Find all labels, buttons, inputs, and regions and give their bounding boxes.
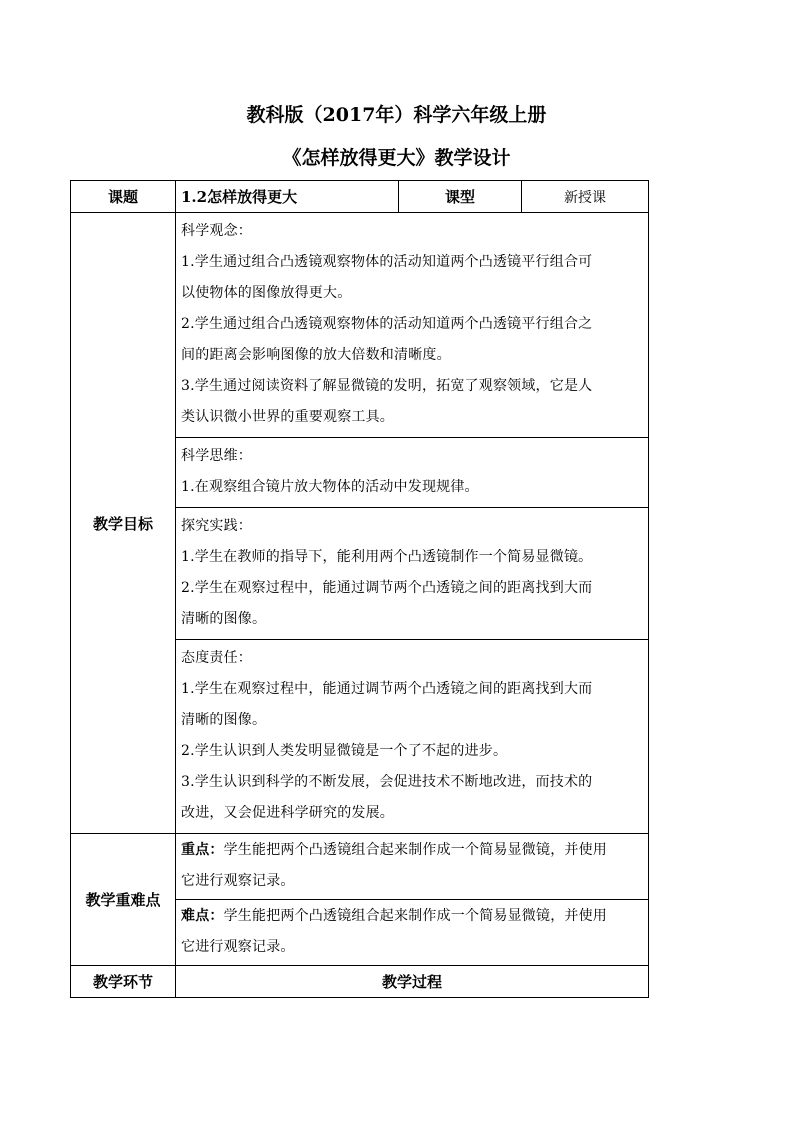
lesson-plan-table — [70, 180, 649, 998]
focus-text: 学生能把两个凸透镜组合起来制作成一个简易显微镜，并使用 — [223, 842, 608, 858]
objective-line: 探究实践： — [181, 518, 252, 534]
objective-line: 3.学生通过阅读资料了解显微镜的发明，拓宽了观察领域，它是人 — [181, 378, 593, 394]
type-label: 课型 — [399, 181, 522, 213]
objective-line: 1.学生在教师的指导下，能利用两个凸透镜制作一个简易显微镜。 — [181, 549, 593, 565]
objective-line: 2.学生在观察过程中，能通过调节两个凸透镜之间的距离找到大而 — [181, 580, 593, 596]
objective-line: 清晰的图像。 — [181, 611, 267, 627]
difficulty-label: 难点： — [181, 908, 224, 924]
course-label: 课题 — [71, 181, 176, 213]
table-header-row — [71, 181, 649, 213]
difficulty-text: 学生能把两个凸透镜组合起来制作成一个简易显微镜，并使用 — [223, 908, 608, 924]
difficulty-text-cont: 它进行观察记录。 — [181, 939, 295, 955]
type-value: 新授课 — [522, 181, 649, 213]
objectives-row-1 — [71, 213, 649, 438]
objective-line: 以使物体的图像放得更大。 — [181, 285, 352, 301]
objective-line: 科学观念： — [181, 223, 252, 239]
objective-line: 3.学生认识到科学的不断发展，会促进技术不断地改进，而技术的 — [181, 774, 593, 790]
objective-section-thinking — [176, 438, 649, 508]
objective-line: 改进，又会促进科学研究的发展。 — [181, 805, 394, 821]
focus-label: 重点： — [181, 842, 224, 858]
document-subtitle: 《怎样放得更大》教学设计 — [282, 147, 511, 169]
stage-label: 教学环节 — [71, 966, 176, 998]
objective-line: 1.学生在观察过程中，能通过调节两个凸透镜之间的距离找到大而 — [181, 681, 593, 697]
focus-cell — [176, 834, 649, 900]
objective-section-attitude — [176, 640, 649, 834]
objective-line: 科学思维： — [181, 448, 252, 464]
objective-line: 1.学生通过组合凸透镜观察物体的活动知道两个凸透镜平行组合可 — [181, 254, 593, 270]
key-points-label: 教学重难点 — [71, 834, 176, 966]
focus-text-cont: 它进行观察记录。 — [181, 873, 295, 889]
objectives-label: 教学目标 — [71, 213, 176, 834]
objective-line: 间的距离会影响图像的放大倍数和清晰度。 — [181, 347, 451, 363]
objective-line: 清晰的图像。 — [181, 712, 267, 728]
difficulty-cell — [176, 900, 649, 966]
objective-line: 态度责任： — [181, 650, 252, 666]
process-label: 教学过程 — [176, 966, 649, 998]
objective-line: 类认识微小世界的重要观察工具。 — [181, 409, 394, 425]
objective-line: 2.学生认识到人类发明显微镜是一个了不起的进步。 — [181, 743, 508, 759]
document-title: 教科版（2017年）科学六年级上册 — [246, 104, 547, 126]
course-value: 1.2怎样放得更大 — [176, 181, 399, 213]
objective-line: 1.在观察组合镜片放大物体的活动中发现规律。 — [181, 479, 479, 495]
objective-section-practice — [176, 508, 649, 640]
objective-line: 2.学生通过组合凸透镜观察物体的活动知道两个凸透镜平行组合之 — [181, 316, 593, 332]
objective-section-concepts — [176, 213, 649, 438]
process-header-row — [71, 966, 649, 998]
key-points-row-1 — [71, 834, 649, 900]
